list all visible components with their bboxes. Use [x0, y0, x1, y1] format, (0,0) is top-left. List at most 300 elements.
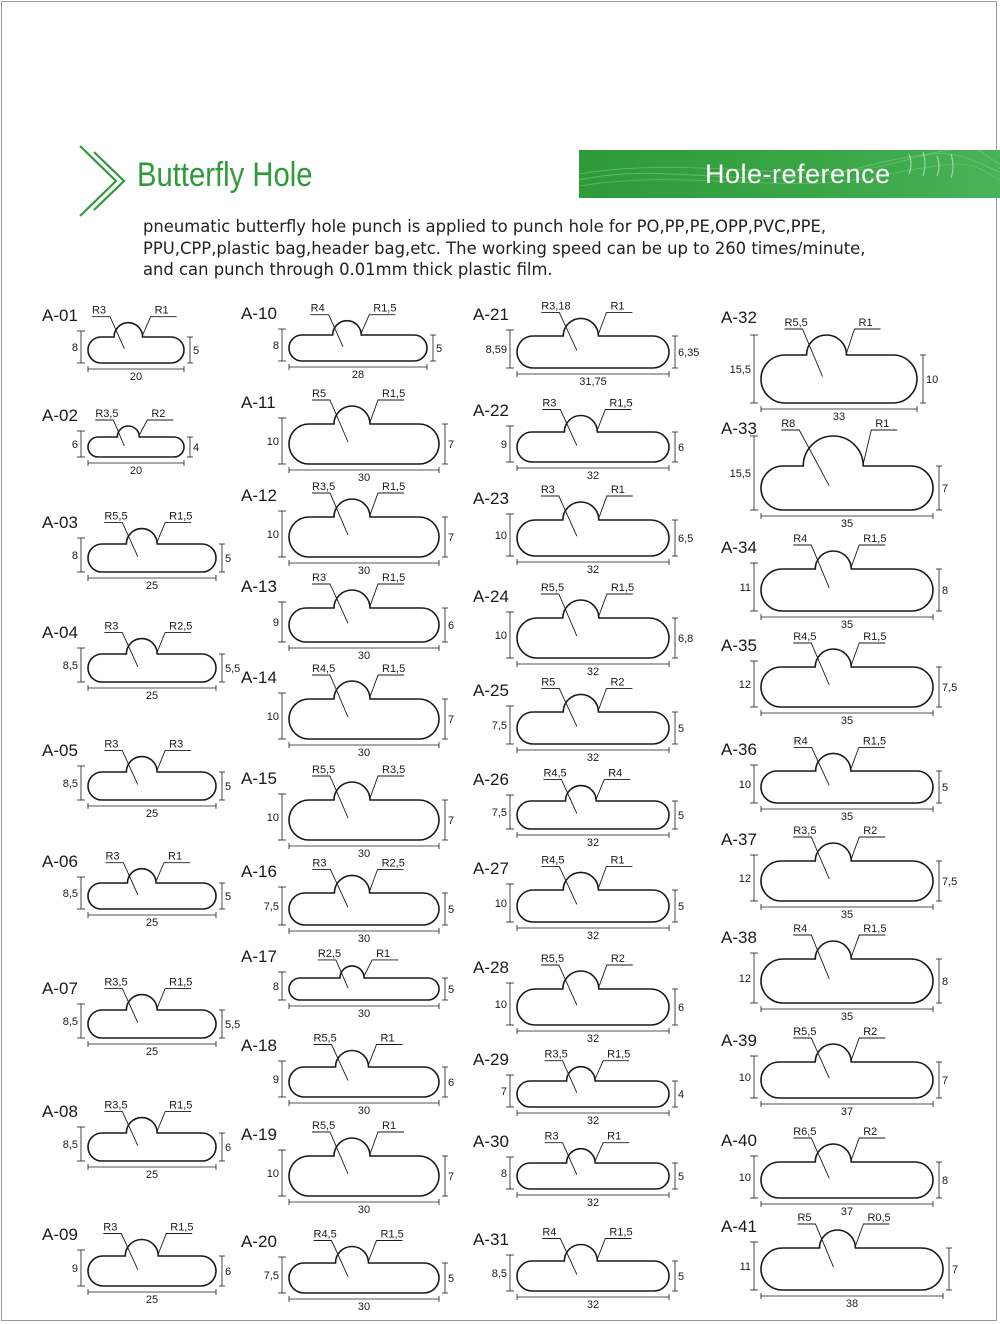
hole-diagram-a-29 — [473, 1049, 684, 1127]
hole-diagram-a-24 — [473, 582, 693, 678]
height-label: 8,5 — [62, 778, 78, 790]
hole-id-label: A-36 — [721, 740, 757, 759]
radius-leader-line — [361, 315, 395, 333]
hole-diagram-a-39 — [721, 1026, 948, 1118]
main-radius-label: R3,5 — [104, 1099, 128, 1112]
hole-id-label: A-08 — [42, 1102, 78, 1121]
hole-id-label: A-34 — [721, 538, 757, 557]
height-label: 6 — [71, 439, 78, 451]
height-label: 7,5 — [263, 1270, 279, 1282]
hole-id-label: A-11 — [241, 393, 276, 412]
corner-radius-label: R2 — [863, 1126, 878, 1138]
hole-id-label: A-22 — [473, 401, 509, 420]
end-height-label: 10 — [926, 374, 939, 386]
corner-radius-label: R1,5 — [610, 582, 635, 594]
end-height-label: 8 — [942, 976, 949, 988]
corner-radius-label: R1,5 — [382, 572, 406, 584]
hole-diagram-a-37 — [721, 825, 957, 921]
hole-outline — [761, 941, 933, 1003]
width-label: 25 — [145, 580, 159, 592]
main-radius-label: R3 — [312, 572, 327, 584]
radius-leader-line — [598, 312, 632, 334]
height-label: 10 — [266, 812, 279, 824]
radius-leader-line — [545, 1143, 577, 1175]
width-label: 32 — [586, 837, 600, 849]
hole-id-label: A-37 — [721, 830, 757, 849]
main-radius-label: R4 — [793, 533, 808, 545]
width-label: 35 — [840, 619, 854, 631]
main-radius-label: R4,5 — [543, 767, 567, 780]
main-radius-label: R3 — [104, 738, 119, 751]
end-height-label: 6 — [448, 620, 455, 632]
corner-radius-label: R1,5 — [382, 663, 406, 675]
description-line: PPU,CPP,plastic bag,header bag,etc. The working speed can be up to 260 times/minute, — [143, 238, 866, 258]
end-height-label: 5 — [436, 343, 443, 355]
radius-leader-line — [793, 643, 829, 685]
hole-diagram-a-17 — [241, 947, 454, 1020]
hole-outline — [761, 649, 933, 707]
radius-leader-line — [92, 317, 124, 349]
hole-id-label: A-18 — [241, 1036, 277, 1055]
hole-id-label: A-30 — [473, 1132, 509, 1151]
radius-leader-line — [851, 935, 885, 957]
corner-radius-label: R1,5 — [607, 1048, 631, 1061]
width-label: 32 — [586, 1033, 600, 1045]
hole-id-label: A-01 — [42, 306, 78, 325]
width-label: 25 — [145, 1294, 159, 1306]
radius-leader-line — [541, 965, 577, 1005]
radius-leader-line — [318, 960, 348, 988]
hole-diagram-a-31 — [473, 1227, 684, 1312]
radius-leader-line — [312, 493, 348, 535]
hole-id-label: A-14 — [241, 668, 277, 687]
end-height-label: 5 — [225, 781, 232, 793]
radius-leader-line — [541, 594, 577, 636]
radius-leader-line — [370, 776, 404, 798]
height-label: 8,5 — [62, 1139, 78, 1151]
radius-leader-line — [157, 989, 191, 1008]
radius-leader-line — [370, 584, 404, 606]
corner-radius-label: R1 — [610, 854, 625, 867]
main-radius-label: R5,5 — [784, 317, 808, 329]
radius-leader-line — [598, 688, 632, 710]
corner-radius-label: R1,5 — [382, 388, 406, 400]
end-height-label: 5 — [678, 1271, 685, 1283]
corner-radius-label: R1,5 — [169, 1099, 193, 1112]
corner-radius-label: R1 — [154, 304, 169, 317]
hole-outline — [517, 786, 669, 829]
hole-id-label: A-02 — [42, 406, 78, 425]
radius-leader-line — [797, 1224, 833, 1267]
hole-diagram-a-01 — [42, 305, 199, 383]
hole-id-label: A-17 — [241, 947, 277, 966]
hole-id-label: A-03 — [42, 513, 78, 532]
width-label: 37 — [840, 1206, 854, 1218]
radius-leader-line — [369, 1241, 403, 1262]
hole-outline — [761, 335, 917, 403]
hole-diagram-a-18 — [241, 1033, 454, 1118]
hole-outline — [289, 590, 439, 642]
hole-outline — [517, 971, 669, 1025]
hole-diagram-a-02 — [42, 406, 199, 477]
corner-radius-label: R1,5 — [382, 481, 406, 493]
radius-leader-line — [793, 1038, 829, 1078]
width-label: 28 — [351, 369, 365, 381]
corner-radius-label: R1 — [168, 850, 183, 863]
banner-title: Hole-reference — [705, 159, 891, 189]
end-height-label: 7 — [448, 532, 455, 544]
radius-leader-line — [599, 594, 633, 616]
hole-outline — [761, 1230, 943, 1290]
end-height-label: 5 — [448, 984, 455, 996]
radius-leader-line — [157, 751, 191, 770]
main-radius-label: R5 — [541, 676, 556, 689]
radius-leader-line — [156, 863, 190, 881]
hole-diagram-a-09 — [42, 1222, 231, 1307]
corner-radius-label: R1 — [607, 1130, 622, 1143]
end-height-label: 6,5 — [678, 533, 694, 545]
hole-outline — [517, 872, 669, 922]
end-height-label: 5 — [225, 891, 232, 903]
hole-outline — [517, 318, 669, 368]
radius-leader-line — [541, 312, 577, 350]
corner-radius-label: R1 — [610, 484, 625, 496]
height-label: 10 — [738, 1072, 751, 1084]
corner-radius-label: R1,5 — [863, 533, 887, 545]
radius-leader-line — [542, 1239, 577, 1275]
end-height-label: 6 — [448, 1077, 455, 1089]
width-label: 35 — [840, 715, 854, 727]
radius-leader-line — [139, 420, 173, 435]
hole-id-label: A-06 — [42, 852, 78, 871]
width-label: 35 — [840, 909, 854, 921]
radius-leader-line — [793, 545, 829, 588]
radius-leader-line — [793, 1138, 829, 1178]
hole-diagram-a-41 — [721, 1212, 958, 1310]
main-radius-label: R8 — [781, 418, 796, 430]
width-label: 35 — [840, 811, 854, 823]
end-height-label: 6 — [678, 442, 685, 454]
end-height-label: 7 — [942, 483, 949, 495]
hole-diagram-a-28 — [473, 953, 684, 1045]
hole-diagram-a-07 — [42, 977, 240, 1058]
hole-id-label: A-15 — [241, 769, 277, 788]
hole-id-label: A-39 — [721, 1031, 757, 1050]
radius-leader-line — [596, 780, 630, 799]
radius-leader-line — [104, 989, 137, 1023]
radius-leader-line — [793, 837, 829, 879]
hole-id-label: A-38 — [721, 928, 757, 947]
radius-leader-line — [851, 1038, 885, 1060]
corner-radius-label: R1,5 — [373, 302, 397, 315]
corner-radius-label: R1,5 — [863, 923, 887, 935]
height-label: 7,5 — [263, 901, 279, 913]
end-height-label: 5 — [942, 782, 949, 794]
height-label: 10 — [494, 630, 507, 642]
width-label: 25 — [145, 917, 159, 929]
corner-radius-label: R1,5 — [380, 1228, 404, 1241]
hole-outline — [88, 757, 216, 800]
radius-leader-line — [541, 866, 577, 904]
hole-outline — [289, 499, 439, 557]
main-radius-label: R5,5 — [793, 1026, 817, 1038]
height-label: 8 — [71, 550, 78, 562]
hole-id-label: A-40 — [721, 1131, 757, 1150]
hole-id-label: A-25 — [473, 681, 509, 700]
hole-outline — [517, 1149, 669, 1189]
hole-diagram-a-13 — [241, 572, 454, 662]
corner-radius-label: R2 — [863, 825, 878, 837]
hole-id-label: A-05 — [42, 741, 78, 760]
hole-diagram-a-05 — [42, 739, 231, 820]
height-label: 10 — [494, 898, 507, 910]
main-radius-label: R3,5 — [104, 976, 128, 989]
radius-leader-line — [312, 584, 348, 623]
height-label: 9 — [272, 617, 279, 629]
hole-outline — [761, 436, 933, 510]
main-radius-label: R3 — [105, 850, 120, 863]
radius-leader-line — [370, 675, 404, 697]
radius-leader-line — [851, 747, 885, 769]
main-radius-label: R2,5 — [317, 947, 342, 960]
hole-diagram-a-03 — [42, 511, 231, 592]
radius-leader-line — [541, 496, 577, 536]
radius-leader-line — [95, 420, 124, 446]
main-radius-label: R3,5 — [544, 1048, 568, 1061]
radius-leader-line — [847, 329, 881, 353]
hole-diagram-a-12 — [241, 481, 454, 577]
radius-leader-line — [312, 1132, 348, 1174]
hole-id-label: A-19 — [241, 1125, 277, 1144]
radius-leader-line — [595, 1061, 629, 1079]
radius-leader-line — [312, 400, 348, 442]
end-height-label: 7,5 — [942, 876, 958, 888]
radius-leader-line — [311, 315, 343, 347]
width-label: 35 — [840, 1011, 854, 1023]
width-label: 25 — [145, 690, 159, 702]
radius-leader-line — [314, 1045, 349, 1081]
hole-diagram-a-11 — [241, 388, 454, 484]
height-label: 10 — [738, 779, 751, 791]
hole-outline — [88, 426, 184, 457]
corner-radius-label: R3 — [169, 738, 184, 751]
radius-leader-line — [369, 1045, 403, 1066]
height-label: 12 — [738, 973, 751, 985]
radius-leader-line — [370, 869, 404, 891]
end-height-label: 5 — [678, 723, 685, 735]
corner-radius-label: R1,5 — [862, 735, 887, 748]
height-label: 8 — [500, 1168, 507, 1180]
end-height-label: 5 — [448, 904, 455, 916]
end-height-label: 5,5 — [225, 663, 241, 675]
radius-leader-line — [104, 1112, 137, 1146]
width-label: 32 — [586, 564, 600, 576]
hole-id-label: A-33 — [721, 419, 757, 438]
hole-outline — [289, 1051, 439, 1097]
corner-radius-label: R1 — [858, 317, 873, 329]
hole-id-label: A-07 — [42, 979, 78, 998]
hole-outline — [289, 681, 439, 739]
radius-leader-line — [158, 1234, 192, 1255]
corner-radius-label: R1,5 — [609, 397, 633, 410]
height-label: 10 — [738, 1172, 751, 1184]
hole-diagram-a-22 — [473, 398, 684, 483]
width-label: 32 — [586, 1197, 600, 1209]
end-height-label: 5 — [448, 1273, 455, 1285]
height-label: 8 — [272, 340, 279, 352]
width-label: 37 — [840, 1106, 854, 1118]
height-label: 8,5 — [491, 1268, 507, 1280]
hole-diagram-a-04 — [42, 621, 240, 702]
width-label: 25 — [145, 808, 159, 820]
end-height-label: 8 — [942, 585, 949, 597]
hole-id-label: A-20 — [241, 1232, 277, 1251]
hole-outline — [289, 875, 439, 925]
hole-diagram-a-21 — [473, 300, 699, 388]
end-height-label: 5,5 — [225, 1019, 241, 1031]
height-label: 10 — [266, 1168, 279, 1180]
radius-leader-line — [851, 837, 885, 859]
height-label: 8,5 — [62, 888, 78, 900]
hole-outline — [289, 406, 439, 464]
hole-id-label: A-24 — [473, 587, 509, 606]
radius-leader-line — [312, 776, 348, 818]
hole-diagram-a-15 — [241, 764, 454, 860]
hole-outline — [517, 502, 669, 556]
height-label: 11 — [739, 1261, 751, 1273]
description-line: and can punch through 0.01mm thick plastic film. — [143, 260, 553, 279]
end-height-label: 7 — [448, 714, 455, 726]
end-height-label: 7 — [448, 1171, 455, 1183]
hole-diagram-a-10 — [241, 303, 442, 381]
hole-outline — [761, 551, 933, 611]
corner-radius-label: R0,5 — [867, 1212, 891, 1224]
width-label: 33 — [832, 411, 846, 423]
height-label: 8,5 — [62, 660, 78, 672]
width-label: 30 — [357, 1204, 371, 1216]
radius-leader-line — [364, 960, 398, 976]
width-label: 32 — [586, 666, 600, 678]
end-height-label: 5 — [678, 1171, 685, 1183]
width-label: 35 — [840, 518, 854, 530]
hole-outline — [88, 639, 216, 682]
hole-diagram-a-19 — [241, 1120, 454, 1216]
width-label: 38 — [845, 1298, 859, 1310]
hole-diagram-a-08 — [42, 1100, 231, 1181]
hole-diagram-a-32 — [721, 308, 938, 423]
main-radius-label: R5,5 — [540, 953, 565, 965]
hole-diagram-a-38 — [721, 923, 948, 1023]
radius-leader-line — [103, 1234, 137, 1270]
radius-leader-line — [794, 747, 830, 785]
hole-outline — [761, 1044, 933, 1098]
hole-diagram-a-36 — [721, 735, 948, 823]
hole-outline — [761, 753, 933, 803]
end-height-label: 6 — [225, 1266, 232, 1278]
hole-outline — [517, 600, 669, 658]
radius-leader-line — [541, 688, 577, 726]
hole-outline — [289, 321, 427, 361]
width-label: 20 — [129, 371, 143, 383]
height-label: 12 — [738, 679, 751, 691]
hole-outline — [289, 782, 439, 840]
height-label: 10 — [266, 529, 279, 541]
height-label: 15,5 — [729, 468, 751, 480]
height-label: 11 — [739, 582, 751, 594]
radius-leader-line — [370, 1132, 404, 1154]
radius-leader-line — [855, 1224, 889, 1246]
hole-diagram-a-14 — [241, 663, 454, 759]
main-radius-label: R5,5 — [540, 582, 565, 594]
hole-diagram-a-30 — [473, 1131, 684, 1209]
main-radius-label: R4,5 — [541, 854, 565, 867]
hole-id-label: A-31 — [473, 1230, 509, 1249]
radius-leader-line — [542, 410, 577, 446]
end-height-label: 8 — [942, 1175, 949, 1187]
height-label: 9 — [500, 439, 507, 451]
end-height-label: 6,35 — [678, 347, 700, 359]
main-radius-label: R6,5 — [793, 1126, 817, 1138]
width-label: 30 — [357, 848, 371, 860]
radius-leader-line — [314, 1241, 349, 1277]
hole-outline — [761, 843, 933, 901]
end-height-label: 5 — [193, 345, 200, 357]
radius-leader-line — [370, 400, 404, 422]
hole-outline — [88, 323, 184, 363]
hole-diagram-a-26 — [473, 768, 684, 849]
end-height-label: 6 — [678, 1002, 685, 1014]
main-radius-label: R5 — [797, 1212, 812, 1224]
width-label: 25 — [145, 1169, 159, 1181]
radius-leader-line — [793, 935, 829, 979]
main-radius-label: R3 — [103, 1221, 118, 1234]
main-radius-label: R3 — [104, 620, 119, 633]
end-height-label: 5 — [225, 553, 232, 565]
radius-leader-line — [598, 866, 632, 888]
width-label: 32 — [586, 470, 600, 482]
corner-radius-label: R1 — [380, 1032, 395, 1045]
radius-leader-line — [157, 1112, 191, 1131]
end-height-label: 6 — [225, 1142, 232, 1154]
radius-leader-line — [863, 430, 897, 464]
main-radius-label: R3,5 — [312, 481, 336, 493]
radius-leader-line — [157, 523, 191, 542]
hole-outline — [289, 1138, 439, 1196]
main-radius-label: R4,5 — [313, 1228, 337, 1241]
main-radius-label: R4 — [793, 923, 808, 935]
radius-leader-line — [851, 1138, 885, 1160]
corner-radius-label: R1 — [875, 418, 890, 430]
corner-radius-label: R2 — [151, 408, 166, 420]
width-label: 30 — [357, 472, 371, 484]
hole-diagram-a-06 — [42, 851, 231, 929]
radius-leader-line — [599, 965, 633, 987]
main-radius-label: R5,5 — [104, 510, 128, 523]
main-radius-label: R3,18 — [541, 300, 571, 313]
main-radius-label: R3 — [544, 1130, 559, 1143]
radius-leader-line — [105, 863, 137, 895]
main-radius-label: R5,5 — [313, 1032, 337, 1045]
corner-radius-label: R2 — [610, 953, 625, 965]
corner-radius-label: R2 — [863, 1026, 878, 1038]
main-radius-label: R3 — [312, 857, 327, 870]
end-height-label: 7 — [952, 1264, 959, 1276]
height-label: 7,5 — [491, 807, 507, 819]
end-height-label: 5 — [678, 810, 685, 822]
hole-id-label: A-21 — [473, 305, 509, 324]
height-label: 7,5 — [491, 720, 507, 732]
hole-diagram-a-25 — [473, 676, 684, 764]
